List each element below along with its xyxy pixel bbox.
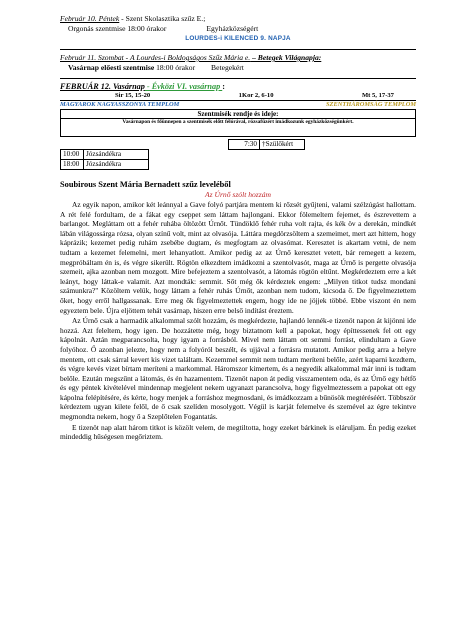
novena-label: LOURDES-i KILENCED 9. NAPJA	[185, 35, 291, 42]
parish-right: SZENTHÁROMSÁG TEMPLOM	[325, 101, 416, 108]
schedule-left-table	[60, 149, 149, 170]
readings-row: Sir 15, 15-20 1Kor 2, 6-10 Mt 5, 17-37	[115, 92, 394, 99]
bulletin-page	[60, 14, 416, 442]
schedule-note: Vasárnapon és főünnepen a szentmisék előtt félórával, rózsafüzért imádkozunk egyházközségünkért.	[60, 119, 416, 137]
divider	[60, 49, 416, 50]
table-row: 7:30 †Szülőkért	[229, 140, 305, 150]
feb12-heading: FEBRUÁR 12. Vasárnap - Évközi VI. vasárnap :	[60, 82, 225, 91]
schedule-table-area	[60, 137, 416, 167]
divider	[60, 78, 416, 79]
article-paragraph: Az Úrnő csak a harmadik alkalommal szólt hozzám, és megkérdezte, hajlandó lennék-e tizenöt napon át kijönni ide hozzá. Azt feleltem, hogy igen. De hozzátette még, hogy biztatnom kell a papokat, hogy építtessenek fel ott egy kápolnát. Aztán megparancsolta, hogy igyam a forrásból. Mivel nem láttam ott semmi forrást, elindultam a Gave folyóhoz. Ő azonban jelezte, hogy nem a folyóról beszélt, és ujjával a forrásra mutatott. Amikor pedig arra a helyre mentem, ott csak sárral kevert kis vizet találtam. Kezemmel semmit nem tudtam meríteni belőle, azért kaparni kezdtem, és végre kevés vizet bírtam meríteni a markommal. Háromszor kimertem, és a negyedik alkalommal már inni is tudtam belőle. Ezután megszűnt a látomás, és én hazamentem. Tizenöt napon át pedig visszamentem oda, és az Úrnő egy hétfő és egy péntek kivételével mindennap megjelent nekem ugyanazt parancsolva, hogy figyelmeztessem a papokat ott egy kápolna felépítésére, és kérte, hogy menjek a forráshoz megmosdani, és imádkozzam a bűnösök megtéréséért. Többször kérdeztem ugyan kilete felől, de ő csak szelíden mosolygott. Végül is karját felemelve és szemével az égre tekintve megmondta nekem, hogy ő a Szeplőtelen Fogantatás.	[60, 316, 416, 422]
schedule-title: Szentmisék rendje és ideje:	[60, 110, 416, 119]
table-row: 10:00 Józsándékra	[61, 150, 149, 160]
feb10-heading: Február 10. Péntek - Szent Skolasztika szűz E.;	[60, 14, 206, 23]
feb11-heading: Február 11. Szombat - A Lourdes-i Boldogságos Szűz Mária e. – Betegek Világnapja:	[60, 53, 322, 62]
parish-left: MAGYAROK NAGYASSZONYA TEMPLOM	[60, 101, 180, 108]
feb10-mass: Orgonás szentmise 18:00 órakor Egyházközségért	[68, 24, 259, 33]
table-row: 18:00 Józsándékra	[61, 160, 149, 170]
schedule-right-table	[228, 139, 305, 150]
article-subtitle: Az Úrnő szólt hozzám	[204, 190, 272, 199]
article-title: Soubirous Szent Mária Bernadett szűz leveléből	[60, 180, 231, 189]
article-paragraph: Az egyik napon, amikor két leánnyal a Gave folyó partjára mentem ki rőzsét gyűjteni, valami szélzúgást hallottam. A rét felé fordultam, de a fákat egy cseppet sem láttam hajlongani. Ekkor fölemeltem fejemet, és észrevettem a barlangot. Megláttam ott a fehér ruhába öltözött Úrnőt. Tündöklő fehér ruha volt rajta, és kék öv a derekán, mindkét lábán világossárga rózsa, olyan színű volt, mint az olvasója. Láttára megdörzsöltem a szemeimet, mert azt hittem, hogy káprázik; kezemet pedig ruhám zsebébe dugtam, és megfogtam az olvasómat. Keresztet is akartam vetni, de nem tudtam a kezemet felemelni, mert lehanyatlott. Amikor pedig az az Úrnő keresztet vetett, bár remegett a kezem, megpróbáltam én is, és végre sikerült. Rögtön elkezdtem imádkozni a szentolvasót, maga az Úrnő is pergette olvasója szemeit, ajka azonban nem mozgott. Mire befejeztem a szentolvasót, a látomás rögtön eltűnt. Megkérdeztem erre a két leányt, hogy láttak-e valamit. Azt mondták: semmit. Sőt még ők kérdeztek engem: „Milyen titkot tudsz mondani számunkra?" Közöltem velük, hogy láttam a fehér ruhás Úrnőt, azonban nem tudom, kicsoda ő. De figyelmeztettem őket, hogy erről hallgassanak. Erre meg ők figyelmeztettek engem, hogy ide ne jöjjek többé. Ebbe viszont én nem egyeztem bele. Újra eljöttem tehát vasárnap, hiszen erre belső indítást éreztem.	[60, 200, 416, 315]
parish-header	[60, 100, 416, 110]
feb11-mass: Vasárnap előesti szentmise 18:00 órakor Betegekért	[68, 63, 244, 72]
article-paragraph: E tizenöt nap alatt három titkot is közölt velem, de megtiltotta, hogy ezeket bárkinek is eláruljam. Én pedig ezeket mindeddig hűségesen megőriztem.	[60, 422, 416, 442]
